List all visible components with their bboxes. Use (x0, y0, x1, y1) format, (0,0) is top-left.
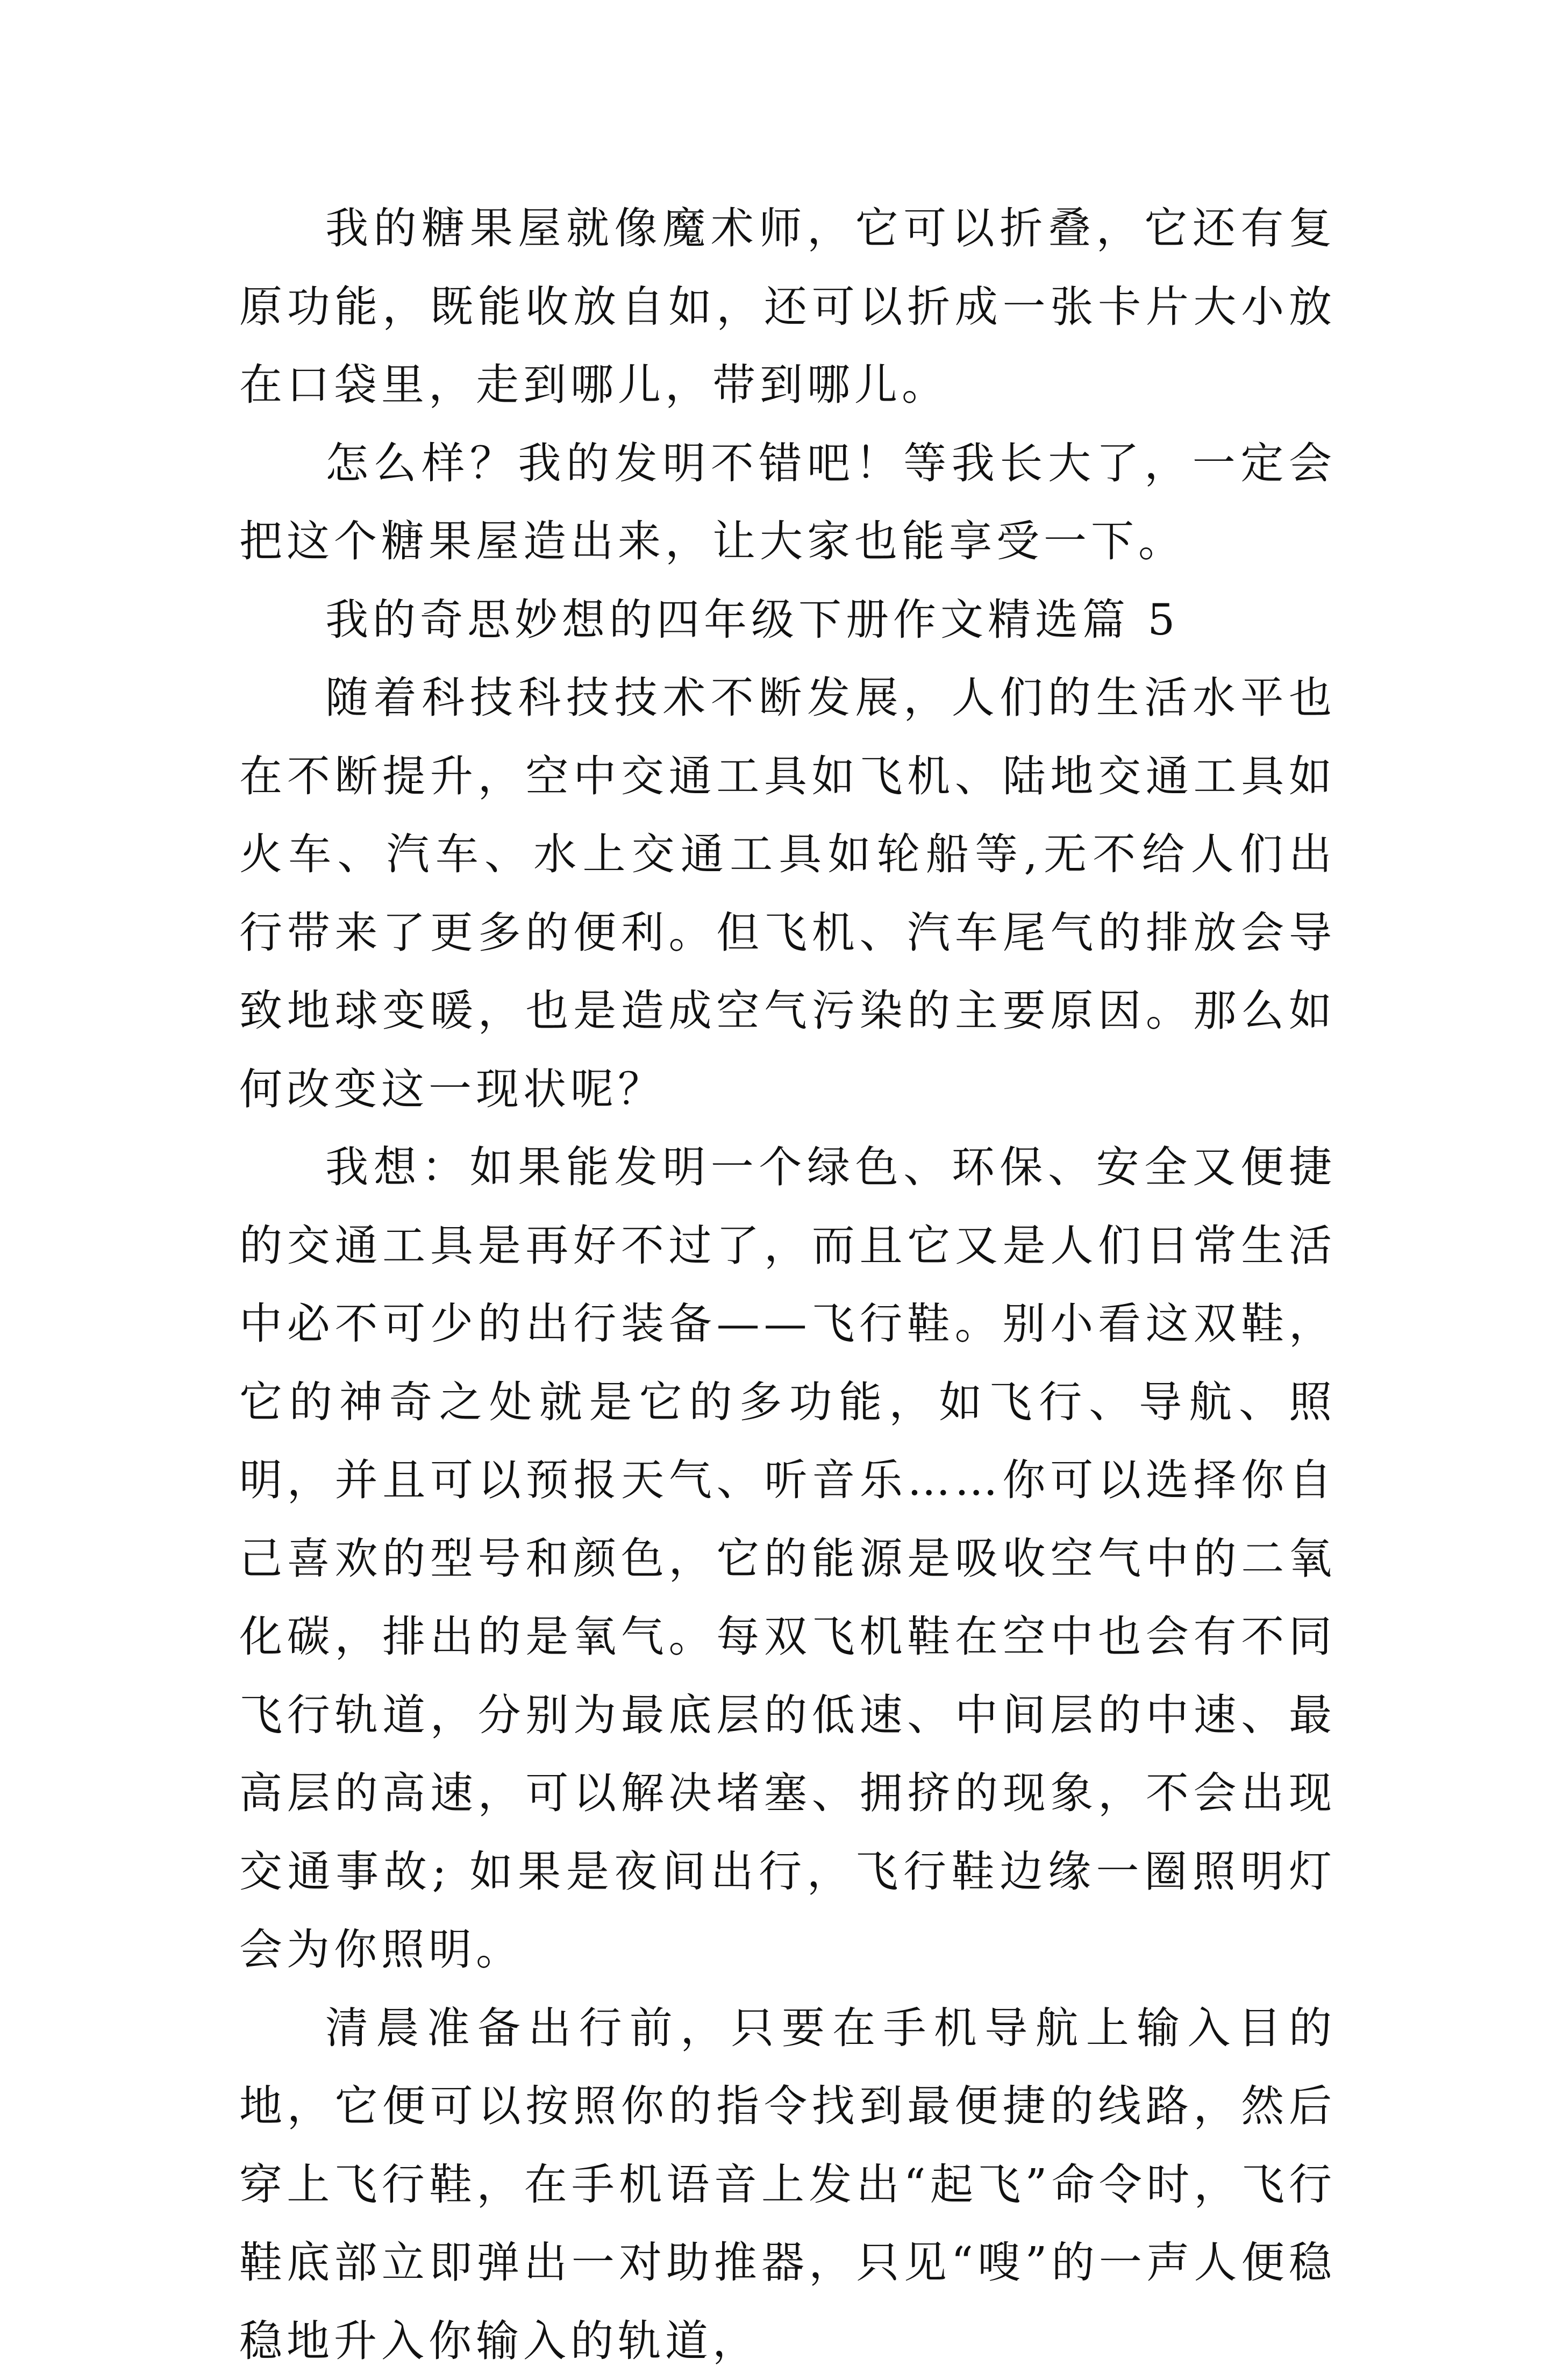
paragraph-transport-pollution: 随着科技科技技术不断发展，人们的生活水平也在不断提升，空中交通工具如飞机、陆地交通工具如火车、汽车、水上交通工具如轮船等,无不给人们出行带来了更多的便利。但飞机、汽车尾气的排放会导致地球变暖，也是造成空气污染的主要原因。那么如何改变这一现状呢？ (239, 659, 1336, 1128)
paragraph-candy-house-folding: 我的糖果屋就像魔术师，它可以折叠，它还有复原功能，既能收放自如，还可以折成一张卡片大小放在口袋里，走到哪儿，带到哪儿。 (239, 189, 1336, 424)
paragraph-morning-departure: 清晨准备出行前，只要在手机导航上输入目的地，它便可以按照你的指令找到最便捷的线路，然后穿上飞行鞋，在手机语音上发出“起飞”命令时，飞行鞋底部立即弹出一对助推器，只见“嗖”的一声人便稳稳地升入你输入的轨道， (239, 1989, 1336, 2380)
section-heading: 我的奇思妙想的四年级下册作文精选篇 5 (239, 581, 1336, 659)
paragraph-invention-conclusion: 怎么样？我的发明不错吧！等我长大了，一定会把这个糖果屋造出来，让大家也能享受一下。 (239, 424, 1336, 581)
paragraph-flying-shoes: 我想：如果能发明一个绿色、环保、安全又便捷的交通工具是再好不过了，而且它又是人们日常生活中必不可少的出行装备——飞行鞋。别小看这双鞋，它的神奇之处就是它的多功能，如飞行、导航、照明，并且可以预报天气、听音乐……你可以选择你自己喜欢的型号和颜色，它的能源是吸收空气中的二氧化碳，排出的是氧气。每双飞机鞋在空中也会有不同飞行轨道，分别为最底层的低速、中间层的中速、最高层的高速，可以解决堵塞、拥挤的现象，不会出现交通事故; 如果是夜间出行，飞行鞋边缘一圈照明灯会为你照明。 (239, 1128, 1336, 1989)
article-body (239, 189, 1336, 2380)
